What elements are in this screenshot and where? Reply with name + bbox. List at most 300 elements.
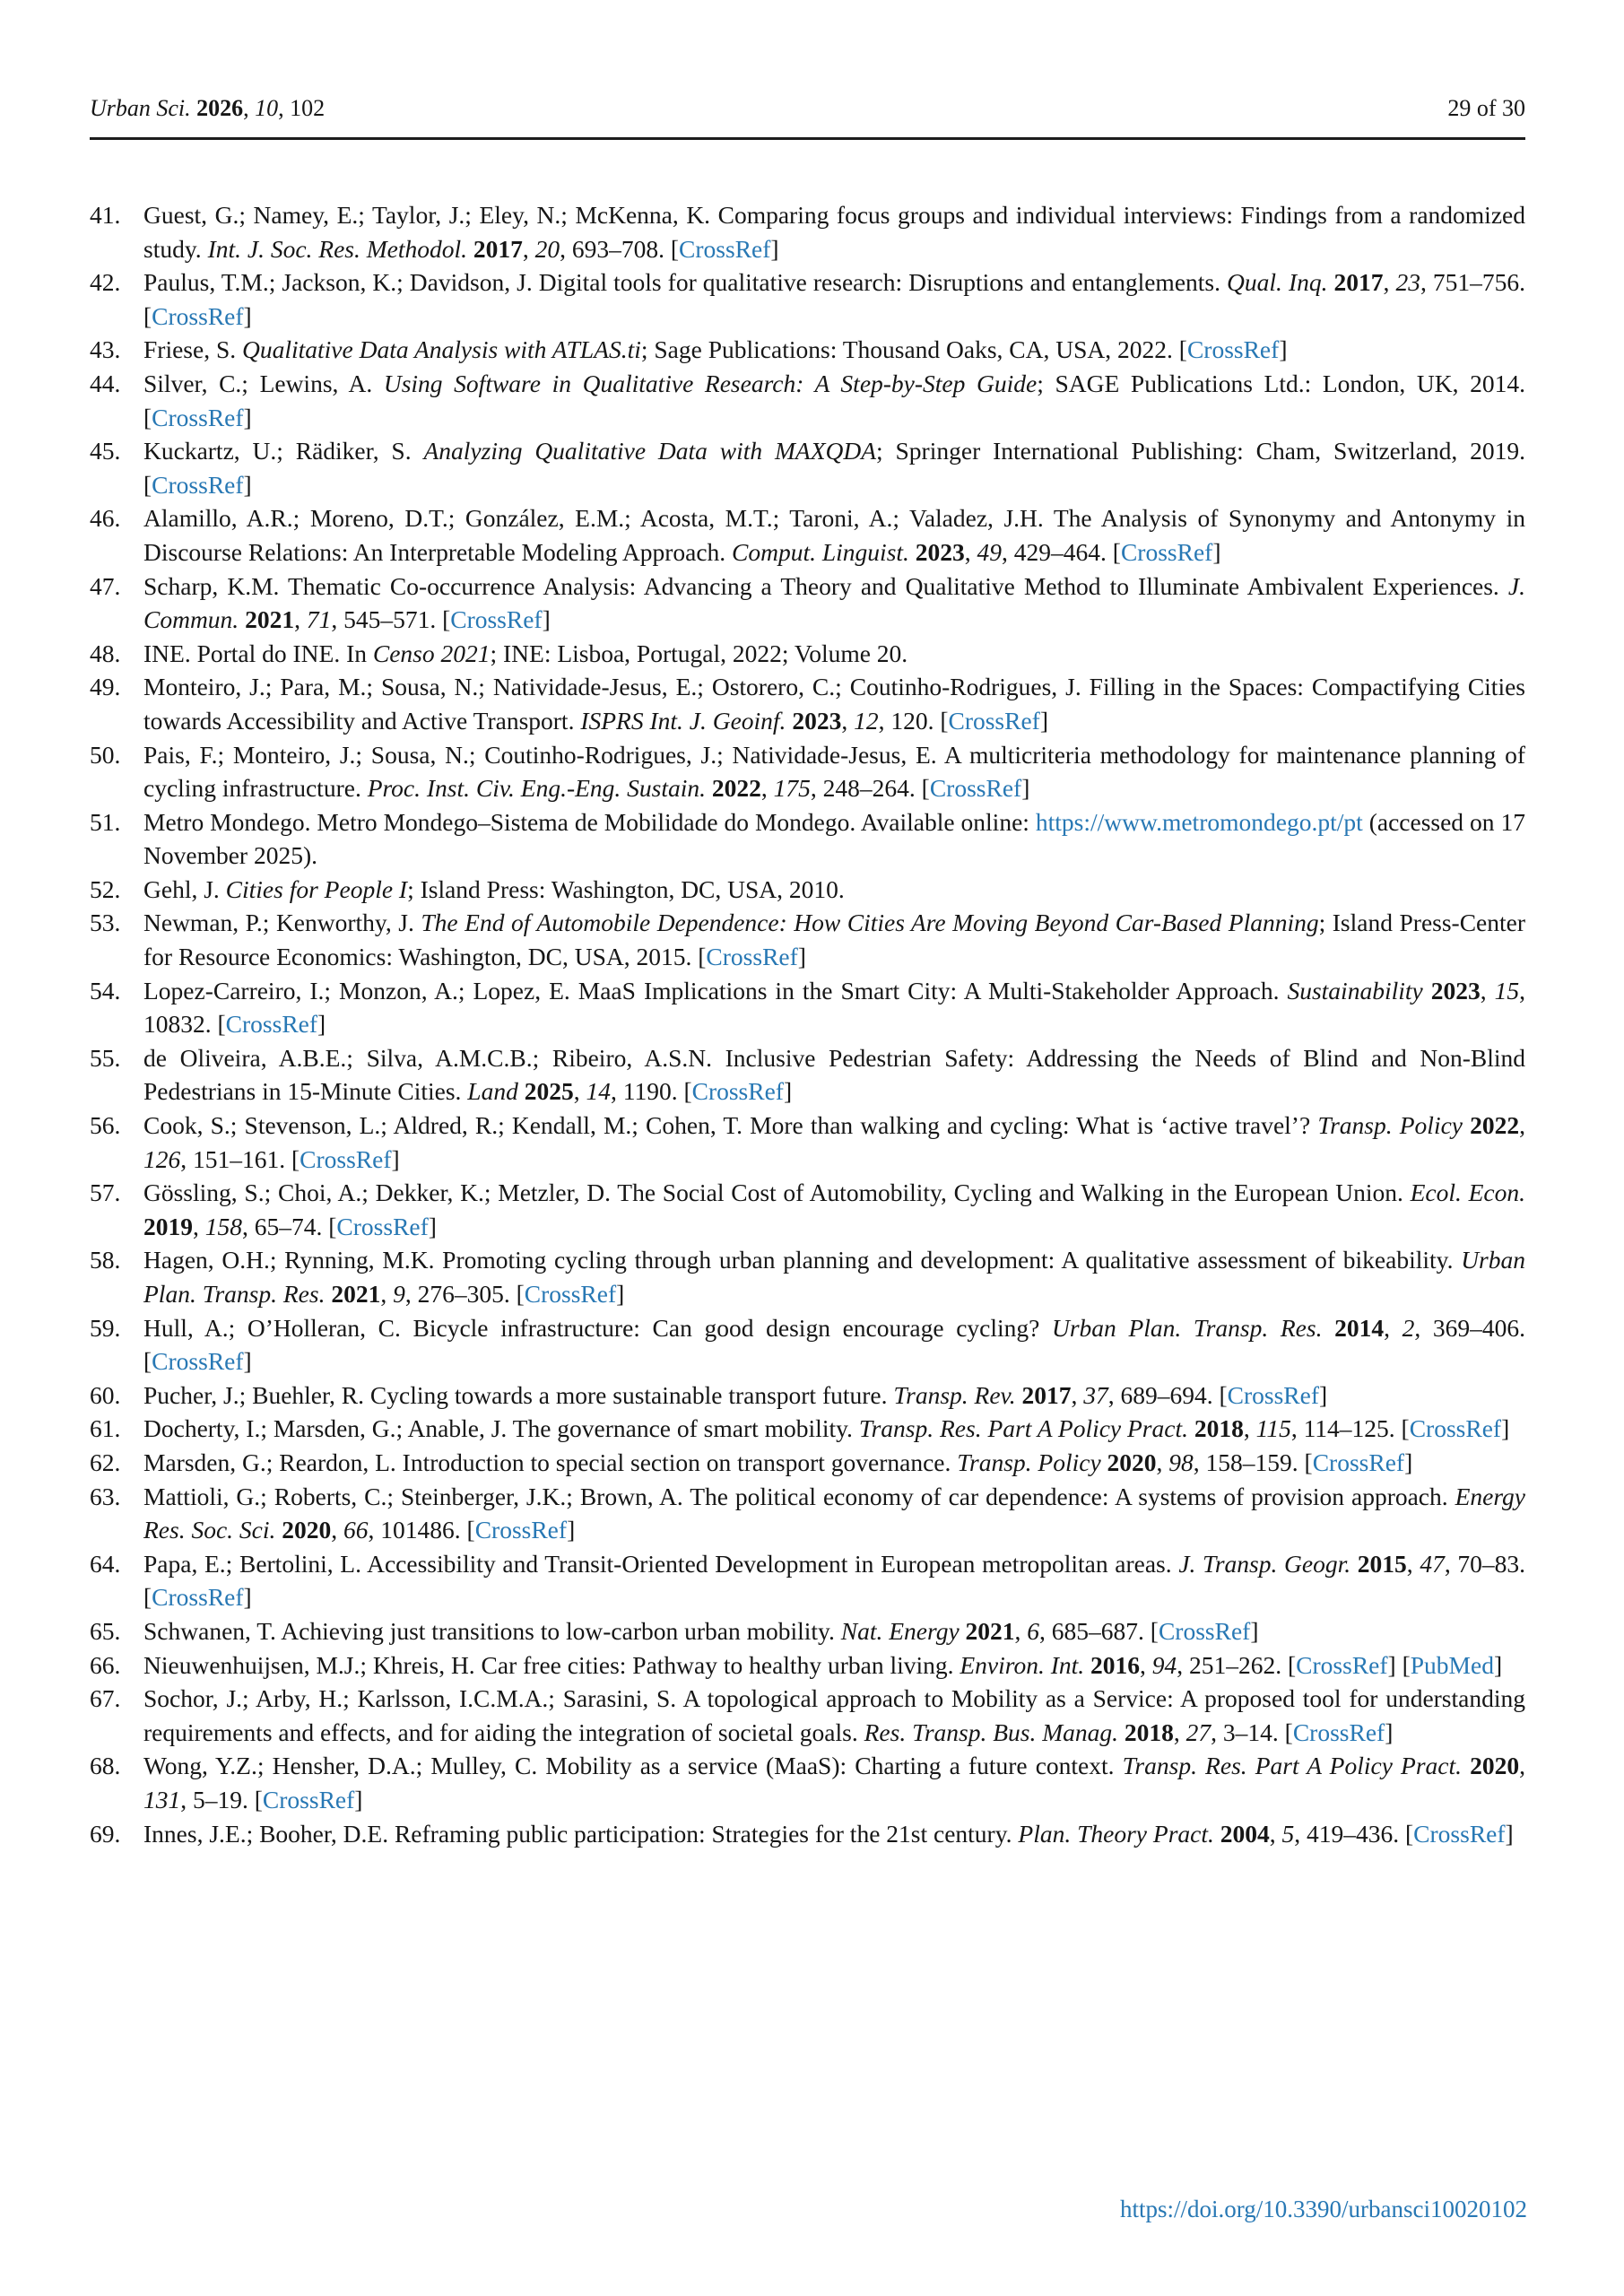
reference-number: 45. — [90, 437, 121, 465]
text-segment: , — [1480, 976, 1495, 1004]
text-segment: , — [964, 537, 977, 566]
text-segment: ] — [243, 403, 252, 431]
reference-text — [143, 1617, 1259, 1645]
text-segment: 2023 — [1430, 976, 1481, 1004]
text-segment: 2014 — [1334, 1313, 1385, 1342]
text-segment: Mattioli, G.; Roberts, C.; Steinberger, J.K.; Brown, A. The political economy of car dependence: A systems of provision approach. — [143, 1482, 1455, 1510]
reference-number: 41. — [90, 201, 121, 229]
text-segment: Gehl, J. — [143, 874, 226, 903]
text-segment: , 685–687. [ — [1039, 1616, 1159, 1645]
crossref-link[interactable]: CrossRef — [474, 1516, 568, 1544]
reference-number: 69. — [90, 1819, 121, 1848]
text-segment: ] — [243, 1347, 252, 1376]
text-segment: , 102 — [278, 95, 326, 121]
text-segment: , — [1519, 1111, 1526, 1140]
text-segment: 2026 — [196, 95, 244, 121]
crossref-link[interactable]: CrossRef — [1296, 1650, 1388, 1679]
text-segment: , — [331, 1516, 344, 1544]
text-segment: , — [522, 234, 535, 263]
reference-item — [90, 1041, 1525, 1109]
reference-item — [90, 265, 1525, 333]
text-segment: Kuckartz, U.; Rädiker, S. — [143, 437, 424, 465]
pubmed-link[interactable]: PubMed — [1410, 1650, 1494, 1679]
reference-item — [90, 1817, 1525, 1851]
text-segment: , 419–436. [ — [1294, 1819, 1414, 1848]
crossref-link[interactable]: CrossRef — [691, 1077, 784, 1106]
text-segment: ; Island Press: Washington, DC, USA, 2010. — [407, 874, 845, 903]
text-segment: ] — [1212, 537, 1221, 566]
crossref-link[interactable]: CrossRef — [450, 605, 543, 634]
reference-text — [143, 639, 908, 667]
text-segment: J. Commun. — [143, 571, 1525, 634]
reference-number: 66. — [90, 1650, 121, 1679]
reference-number: 64. — [90, 1549, 121, 1578]
text-segment: , 751–756. [ — [143, 268, 1526, 330]
reference-number: 67. — [90, 1684, 121, 1713]
text-segment: Metro Mondego. Metro Mondego–Sistema de Mobilidade do Mondego. Available online: — [143, 807, 1036, 836]
reference-item — [90, 1176, 1525, 1243]
text-segment: Docherty, I.; Marsden, G.; Anable, J. The governance of smart mobility. — [143, 1414, 859, 1443]
text-segment: 2020 — [1470, 1752, 1520, 1780]
text-segment: , 70–83. [ — [143, 1549, 1526, 1612]
reference-text — [143, 1246, 1525, 1308]
text-segment: Int. J. Soc. Res. Methodol. — [207, 234, 473, 263]
reference-text — [143, 977, 1525, 1039]
text-segment: 49 — [977, 537, 1003, 566]
text-segment: 2023 — [915, 537, 965, 566]
text-segment: Monteiro, J.; Para, M.; Sousa, N.; Natividade-Jesus, E.; Ostorero, C.; Coutinho-Rodrigues, J. Filling in the Spaces: Compactifying Cities towards Accessibility and Active Transport. — [143, 673, 1525, 735]
text-segment: ] — [243, 301, 252, 330]
crossref-link[interactable]: CrossRef — [152, 1583, 244, 1612]
text-segment: Proc. Inst. Civ. Eng.-Eng. Sustain. — [367, 774, 712, 803]
text-segment: , — [1269, 1819, 1282, 1848]
text-segment: , — [380, 1280, 394, 1308]
reference-item — [90, 1378, 1525, 1413]
text-segment: , — [1519, 1752, 1526, 1780]
text-segment: , 10832. [ — [143, 976, 1525, 1039]
reference-text — [143, 1044, 1525, 1106]
text-segment: 2021 — [965, 1616, 1015, 1645]
text-segment: Alamillo, A.R.; Moreno, D.T.; González, E.M.; Acosta, M.T.; Taroni, A.; Valadez, J.H. The Analysis of Synonymy and Antonymy in Discourse Relations: An Interpretable Modeling Approach. — [143, 504, 1525, 566]
reference-number: 51. — [90, 807, 121, 836]
text-segment: Pucher, J.; Buehler, R. Cycling towards a more sustainable transport future. — [143, 1380, 894, 1409]
crossref-link[interactable]: CrossRef — [1292, 1718, 1385, 1746]
text-segment: 131 — [143, 1785, 181, 1813]
text-segment: ] — [1385, 1718, 1394, 1746]
text-segment: , 369–406. [ — [143, 1313, 1526, 1376]
text-segment: 98 — [1168, 1448, 1194, 1476]
reference-number: 62. — [90, 1448, 121, 1476]
text-segment: 2020 — [282, 1516, 332, 1544]
crossref-link[interactable]: CrossRef — [152, 403, 244, 431]
text-segment: Nat. Energy — [840, 1616, 966, 1645]
text-segment: , — [1014, 1616, 1028, 1645]
text-segment: Sustainability — [1287, 976, 1431, 1004]
reference-text — [143, 1752, 1525, 1813]
text-segment: Plan. Theory Pract. — [1018, 1819, 1220, 1848]
text-segment: , 151–161. [ — [180, 1144, 300, 1173]
reference-text — [143, 268, 1525, 330]
journal-citation — [90, 93, 325, 124]
text-segment: 9 — [393, 1280, 405, 1308]
text-segment: 2023 — [792, 706, 842, 735]
text-segment: Urban Plan. Transp. Res. — [1052, 1313, 1335, 1342]
text-segment: Nieuwenhuijsen, M.J.; Khreis, H. Car free cities: Pathway to healthy urban living. — [143, 1650, 960, 1679]
text-segment: , 276–305. [ — [404, 1280, 525, 1308]
text-segment: J. Transp. Geogr. — [1178, 1549, 1358, 1578]
text-segment: Censo 2021 — [372, 639, 491, 667]
crossref-link[interactable]: CrossRef — [152, 470, 244, 499]
text-segment: Cook, S.; Stevenson, L.; Aldred, R.; Kendall, M.; Cohen, T. More than walking and cycling: What is ‘active travel’? — [143, 1111, 1318, 1140]
reference-item — [90, 367, 1525, 434]
reference-number: 43. — [90, 335, 121, 364]
text-segment: ; SAGE Publications Ltd.: London, UK, 2014. [ — [143, 369, 1525, 431]
reference-item — [90, 434, 1525, 501]
text-segment: , 120. [ — [878, 706, 949, 735]
text-segment: Qualitative Data Analysis with ATLAS.ti — [242, 335, 641, 364]
text-segment: (accessed on 17 November 2025). — [143, 807, 1526, 870]
reference-text — [143, 201, 1525, 263]
reference-text — [143, 808, 1525, 870]
text-segment: 2019 — [143, 1212, 193, 1240]
text-segment: 6 — [1027, 1616, 1040, 1645]
reference-item — [90, 1243, 1525, 1310]
reference-number: 47. — [90, 571, 121, 600]
text-segment: 20 — [534, 234, 560, 263]
reference-number: 60. — [90, 1380, 121, 1409]
text-segment: 2025 — [524, 1077, 574, 1106]
text-segment: , 693–708. [ — [560, 234, 680, 263]
text-segment: , 158–159. [ — [1193, 1448, 1313, 1476]
text-segment: , — [243, 95, 256, 121]
text-segment: , 689–694. [ — [1107, 1380, 1228, 1409]
text-segment: 2015 — [1357, 1549, 1407, 1578]
reference-text — [143, 875, 845, 903]
reference-item — [90, 1109, 1525, 1176]
doi-link[interactable]: https://doi.org/10.3390/urbansci10020102 — [1120, 2196, 1527, 2222]
reference-text — [143, 1684, 1525, 1746]
text-segment: Hull, A.; O’Holleran, C. Bicycle infrastructure: Can good design encourage cycling? — [143, 1313, 1052, 1342]
text-segment: Papa, E.; Bertolini, L. Accessibility and Transit-Oriented Development in European metropolitan areas. — [143, 1549, 1179, 1578]
crossref-link[interactable]: CrossRef — [679, 234, 771, 263]
text-segment: , — [1243, 1414, 1256, 1443]
page-number: 29 of 30 — [1447, 95, 1525, 121]
text-segment: , — [193, 1212, 205, 1240]
crossref-link[interactable]: CrossRef — [1120, 537, 1213, 566]
text-segment: Paulus, T.M.; Jackson, K.; Davidson, J. Digital tools for qualitative research: Disruptions and entanglements. — [143, 268, 1228, 297]
text-segment: Using Software in Qualitative Research: A Step-by-Step Guide — [383, 369, 1038, 397]
reference-number: 57. — [90, 1178, 121, 1207]
text-segment: , 248–264. [ — [810, 774, 930, 803]
text-segment: , 251–262. [ — [1177, 1650, 1297, 1679]
text-segment: 2018 — [1194, 1414, 1244, 1443]
text-segment: 2020 — [1107, 1448, 1157, 1476]
text-segment: The End of Automobile Dependence: How Cities Are Moving Beyond Car-Based Planning — [421, 909, 1319, 937]
text-segment: ] — [616, 1280, 625, 1308]
text-segment: INE. Portal do INE. In — [143, 639, 373, 667]
text-segment: 66 — [343, 1516, 369, 1544]
text-segment: ; INE: Lisboa, Portugal, 2022; Volume 20. — [490, 639, 908, 667]
text-segment: ] — [428, 1212, 437, 1240]
crossref-link[interactable]: CrossRef — [929, 774, 1022, 803]
reference-text — [143, 1178, 1525, 1240]
text-segment: Environ. Int. — [960, 1650, 1090, 1679]
text-segment: 14 — [586, 1077, 611, 1106]
text-segment: , — [760, 774, 774, 803]
reference-number: 68. — [90, 1752, 121, 1780]
header-divider — [90, 137, 1525, 140]
reference-number: 53. — [90, 909, 121, 937]
text-segment: Newman, P.; Kenworthy, J. — [143, 909, 421, 937]
text-segment: , — [841, 706, 855, 735]
text-segment: ] — [243, 1583, 252, 1612]
reference-number: 56. — [90, 1111, 121, 1140]
text-segment: Res. Transp. Bus. Manag. — [864, 1718, 1125, 1746]
text-segment: ; Sage Publications: Thousand Oaks, CA, USA, 2022. [ — [640, 335, 1187, 364]
crossref-link[interactable]: CrossRef — [1312, 1448, 1405, 1476]
crossref-link[interactable]: CrossRef — [706, 943, 798, 971]
text-segment: , 3–14. [ — [1211, 1718, 1293, 1746]
reference-item — [90, 738, 1525, 805]
external-link[interactable]: https://www.metromondego.pt/pt — [1035, 807, 1363, 836]
crossref-link[interactable]: CrossRef — [1413, 1819, 1506, 1848]
reference-item — [90, 1682, 1525, 1749]
reference-item — [90, 1412, 1525, 1446]
reference-text — [143, 1550, 1525, 1612]
crossref-link[interactable]: CrossRef — [948, 706, 1040, 735]
reference-number: 44. — [90, 369, 121, 397]
text-segment: 47 — [1420, 1549, 1445, 1578]
reference-item — [90, 1311, 1525, 1378]
text-segment: ] [ — [1387, 1650, 1411, 1679]
crossref-link[interactable]: CrossRef — [524, 1280, 617, 1308]
text-segment: Transp. Res. Part A Policy Pract. — [858, 1414, 1194, 1443]
text-segment: 158 — [204, 1212, 242, 1240]
reference-item — [90, 1446, 1525, 1480]
reference-text — [143, 909, 1525, 970]
text-segment: 2 — [1402, 1313, 1415, 1342]
text-segment: 37 — [1083, 1380, 1108, 1409]
text-segment: 15 — [1494, 976, 1520, 1004]
text-segment: 2018 — [1124, 1718, 1174, 1746]
text-segment: 2021 — [331, 1280, 381, 1308]
text-segment: ISPRS Int. J. Geoinf. — [580, 706, 793, 735]
text-segment: 10 — [255, 95, 279, 121]
text-segment: Transp. Policy — [1317, 1111, 1471, 1140]
text-segment: 2017 — [1333, 268, 1384, 297]
text-segment: , — [294, 605, 307, 634]
text-segment: , — [1140, 1650, 1152, 1679]
text-segment: ] — [391, 1144, 400, 1173]
reference-item — [90, 974, 1525, 1041]
reference-item — [90, 198, 1525, 265]
text-segment: Lopez-Carreiro, I.; Monzon, A.; Lopez, E. MaaS Implications in the Smart City: A Multi-Stakeholder Approach. — [143, 976, 1288, 1004]
text-segment: ] — [1250, 1616, 1259, 1645]
text-segment: Schwanen, T. Achieving just transitions to low-carbon urban mobility. — [143, 1616, 841, 1645]
reference-item — [90, 670, 1525, 737]
reference-text — [143, 504, 1525, 566]
reference-item — [90, 501, 1525, 569]
reference-item — [90, 1614, 1525, 1648]
text-segment: Qual. Inq. — [1227, 268, 1334, 297]
crossref-link[interactable]: CrossRef — [152, 301, 244, 330]
text-segment: 71 — [306, 605, 332, 634]
text-segment: , — [1156, 1448, 1169, 1476]
text-segment: , 545–571. [ — [331, 605, 451, 634]
text-segment: , — [1406, 1549, 1420, 1578]
text-segment: ] — [1021, 774, 1030, 803]
text-segment: ; Springer International Publishing: Cham, Switzerland, 2019. [ — [143, 437, 1525, 499]
reference-number: 46. — [90, 504, 121, 533]
text-segment: , 5–19. [ — [180, 1785, 263, 1813]
references-list — [90, 198, 1525, 1850]
text-segment: ] — [1493, 1650, 1503, 1679]
text-segment: Cities for People I — [225, 874, 408, 903]
crossref-link[interactable]: CrossRef — [1158, 1616, 1251, 1645]
reference-number: 48. — [90, 639, 121, 667]
reference-item — [90, 570, 1525, 637]
reference-text — [143, 1820, 1514, 1848]
text-segment: Land — [467, 1077, 525, 1106]
text-segment: ] — [243, 470, 252, 499]
text-segment: 2004 — [1220, 1819, 1270, 1848]
text-segment: Comput. Linguist. — [732, 537, 916, 566]
reference-text — [143, 572, 1525, 634]
reference-number: 59. — [90, 1313, 121, 1342]
text-segment: 115 — [1255, 1414, 1291, 1443]
crossref-link[interactable]: CrossRef — [1227, 1380, 1320, 1409]
text-segment: ] — [354, 1785, 363, 1813]
text-segment: Pais, F.; Monteiro, J.; Sousa, N.; Coutinho-Rodrigues, J.; Natividade-Jesus, E. A multicriteria methodology for maintenance planning of cycling infrastructure. — [143, 740, 1525, 803]
text-segment: 2017 — [1021, 1380, 1072, 1409]
text-segment: ] — [783, 1077, 793, 1106]
reference-text — [143, 1111, 1525, 1173]
text-segment: , — [1383, 268, 1396, 297]
reference-number: 55. — [90, 1043, 121, 1072]
text-segment: Scharp, K.M. Thematic Co-occurrence Analysis: Advancing a Theory and Qualitative Method to Illuminate Ambivalent Experiences. — [143, 571, 1508, 600]
text-segment: ] — [567, 1516, 576, 1544]
text-segment: de Oliveira, A.B.E.; Silva, A.M.C.B.; Ribeiro, A.S.N. Inclusive Pedestrian Safety: Addressing the Needs of Blind and Non-Blind Pedestrians in 15-Minute Cities. — [143, 1043, 1525, 1106]
reference-text — [143, 673, 1525, 735]
reference-item — [90, 1749, 1525, 1816]
reference-item — [90, 637, 1525, 671]
text-segment: ] — [1505, 1819, 1514, 1848]
text-segment: 2016 — [1090, 1650, 1140, 1679]
reference-number: 61. — [90, 1414, 121, 1443]
text-segment: ] — [1404, 1448, 1413, 1476]
text-segment: 2017 — [473, 234, 523, 263]
text-segment: ] — [1279, 335, 1288, 364]
text-segment: Guest, G.; Namey, E.; Taylor, J.; Eley, N.; McKenna, K. Comparing focus groups and individual interviews: Findings from a randomized study. — [143, 201, 1525, 263]
reference-text — [143, 1651, 1502, 1679]
crossref-link[interactable]: CrossRef — [1186, 335, 1280, 364]
reference-item — [90, 1480, 1525, 1547]
text-segment: 2021 — [245, 605, 295, 634]
reference-text — [143, 1381, 1327, 1409]
reference-item — [90, 333, 1525, 367]
text-segment: 23 — [1395, 268, 1420, 297]
text-segment: 2022 — [1470, 1111, 1520, 1140]
page-header — [90, 93, 1525, 124]
text-segment: , 101486. [ — [368, 1516, 475, 1544]
text-segment: Urban Sci. — [90, 95, 197, 121]
text-segment: , — [1384, 1313, 1403, 1342]
text-segment: Hagen, O.H.; Rynning, M.K. Promoting cycling through urban planning and development: A qualitative assessment of bikeability. — [143, 1246, 1462, 1274]
text-segment: Transp. Policy — [957, 1448, 1107, 1476]
text-segment: ] — [1319, 1380, 1328, 1409]
reference-number: 65. — [90, 1616, 121, 1645]
text-segment: , 65–74. [ — [242, 1212, 337, 1240]
reference-number: 63. — [90, 1482, 121, 1510]
reference-item — [90, 906, 1525, 973]
text-segment: Transp. Rev. — [893, 1380, 1022, 1409]
crossref-link[interactable]: CrossRef — [1409, 1414, 1502, 1443]
text-segment: ] — [317, 1010, 326, 1039]
crossref-link[interactable]: CrossRef — [262, 1785, 355, 1813]
text-segment: Sochor, J.; Arby, H.; Karlsson, I.C.M.A.; Sarasini, S. A topological approach to Mobility as a Service: A proposed tool for understanding requirements and effects, and for aiding the integration of societal goals. — [143, 1684, 1525, 1746]
text-segment: ] — [1039, 706, 1049, 735]
crossref-link[interactable]: CrossRef — [336, 1212, 429, 1240]
reference-text — [143, 437, 1525, 499]
page-footer — [1120, 2194, 1527, 2224]
reference-number: 42. — [90, 268, 121, 297]
reference-text — [143, 741, 1525, 803]
reference-number: 49. — [90, 673, 121, 701]
reference-item — [90, 1547, 1525, 1614]
text-segment: 2022 — [711, 774, 761, 803]
text-segment: 175 — [773, 774, 811, 803]
reference-number: 50. — [90, 740, 121, 769]
text-segment: Innes, J.E.; Booher, D.E. Reframing public participation: Strategies for the 21st century. — [143, 1819, 1019, 1848]
crossref-link[interactable]: CrossRef — [225, 1010, 318, 1039]
crossref-link[interactable]: CrossRef — [300, 1144, 392, 1173]
text-segment: Analyzing Qualitative Data with MAXQDA — [423, 437, 877, 465]
reference-number: 54. — [90, 976, 121, 1004]
text-segment: 5 — [1281, 1819, 1295, 1848]
reference-item — [90, 873, 1525, 907]
text-segment: 12 — [854, 706, 879, 735]
text-segment: ] — [1501, 1414, 1510, 1443]
reference-text — [143, 1414, 1509, 1442]
text-segment: ] — [542, 605, 551, 634]
text-segment: 126 — [143, 1144, 181, 1173]
reference-text — [143, 370, 1525, 431]
text-segment: Urban Plan. Transp. Res. — [143, 1246, 1525, 1308]
text-segment: , 429–464. [ — [1002, 537, 1121, 566]
reference-number: 52. — [90, 874, 121, 903]
text-segment: Transp. Res. Part A Policy Pract. — [1122, 1752, 1471, 1780]
text-segment: 94 — [1151, 1650, 1177, 1679]
reference-item — [90, 1648, 1525, 1683]
text-segment: , — [573, 1077, 586, 1106]
text-segment: , 114–125. [ — [1290, 1414, 1410, 1443]
reference-number: 58. — [90, 1246, 121, 1274]
reference-text — [143, 1448, 1412, 1476]
text-segment: ] — [797, 943, 806, 971]
text-segment: 27 — [1185, 1718, 1211, 1746]
reference-text — [143, 335, 1287, 363]
text-segment: Silver, C.; Lewins, A. — [143, 369, 384, 397]
text-segment: , — [1071, 1380, 1084, 1409]
text-segment: Ecol. Econ. — [1410, 1178, 1526, 1207]
text-segment: Friese, S. — [143, 335, 242, 364]
reference-item — [90, 805, 1525, 873]
crossref-link[interactable]: CrossRef — [152, 1347, 244, 1376]
text-segment: , — [1173, 1718, 1186, 1746]
reference-text — [143, 1483, 1525, 1544]
text-segment: ; Island Press-Center for Resource Economics: Washington, DC, USA, 2015. [ — [143, 909, 1526, 971]
text-segment: Marsden, G.; Reardon, L. Introduction to special section on transport governance. — [143, 1448, 958, 1476]
